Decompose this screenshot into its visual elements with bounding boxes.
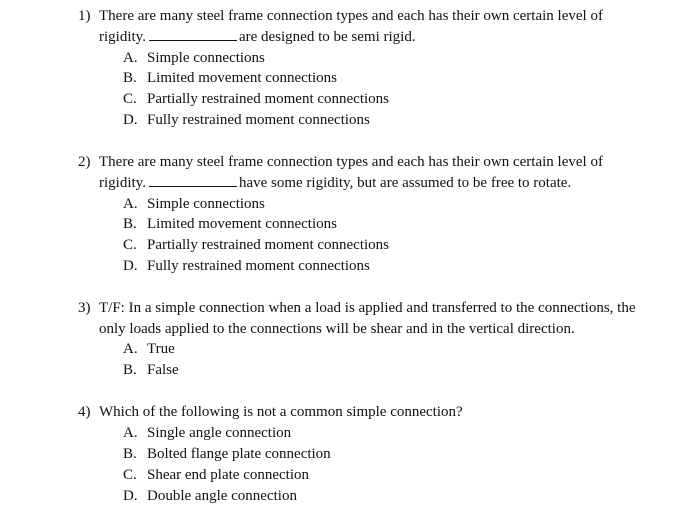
option-letter: C. xyxy=(123,467,137,483)
question-4-text-line-1: Which of the following is not a common simple connection? xyxy=(99,404,463,420)
question-4-number: 4) xyxy=(78,404,91,420)
option-letter: B. xyxy=(123,216,137,232)
question-3-number: 3) xyxy=(78,300,91,316)
option-text: Bolted flange plate connection xyxy=(147,446,331,462)
option-letter: D. xyxy=(123,488,138,504)
option-letter: B. xyxy=(123,446,137,462)
option-letter: D. xyxy=(123,258,138,274)
option-text: Shear end plate connection xyxy=(147,467,310,483)
question-1-rigidity-label: rigidity. xyxy=(99,29,146,45)
option-letter: D. xyxy=(123,112,138,128)
option-letter: A. xyxy=(123,425,138,441)
option-text: True xyxy=(147,341,175,357)
option-letter: C. xyxy=(123,91,137,107)
question-2-text-line-1: There are many steel frame connection types and each has their own certain level of xyxy=(99,154,603,170)
option-text: False xyxy=(147,362,179,378)
question-2-number: 2) xyxy=(78,154,91,170)
option-letter: B. xyxy=(123,70,137,86)
option-letter: A. xyxy=(123,341,138,357)
option-letter: A. xyxy=(123,196,138,212)
question-1-text-line-2 xyxy=(99,27,416,47)
option-letter: C. xyxy=(123,237,137,253)
question-1-number: 1) xyxy=(78,8,91,24)
question-2-line-2-suffix: have some rigidity, but are assumed to be free to rotate. xyxy=(238,175,572,191)
option-text: Double angle connection xyxy=(147,488,297,504)
question-1-text-line-1: There are many steel frame connection types and each has their own certain level of xyxy=(99,8,603,24)
question-2-rigidity-label: rigidity. xyxy=(99,175,146,191)
option-letter: B. xyxy=(123,362,137,378)
option-text: Fully restrained moment connections xyxy=(147,258,370,274)
question-2-text-line-2 xyxy=(99,173,571,193)
option-text: Partially restrained moment connections xyxy=(147,237,390,253)
option-text: Simple connections xyxy=(147,196,265,212)
option-text: Partially restrained moment connections xyxy=(147,91,390,107)
option-text: Fully restrained moment connections xyxy=(147,112,370,128)
option-letter: A. xyxy=(123,50,138,66)
option-text: Limited movement connections xyxy=(147,70,337,86)
question-3-text-line-2: only loads applied to the connections will be shear and in the vertical direction. xyxy=(99,321,575,337)
option-text: Limited movement connections xyxy=(147,216,337,232)
question-1-line-2-suffix: are designed to be semi rigid. xyxy=(238,29,416,45)
question-1-blank xyxy=(149,28,237,41)
question-2-blank xyxy=(149,174,237,187)
option-text: Single angle connection xyxy=(147,425,292,441)
question-3-text-line-1: T/F: In a simple connection when a load is applied and transferred to the connections, the xyxy=(99,300,636,316)
option-text: Simple connections xyxy=(147,50,265,66)
